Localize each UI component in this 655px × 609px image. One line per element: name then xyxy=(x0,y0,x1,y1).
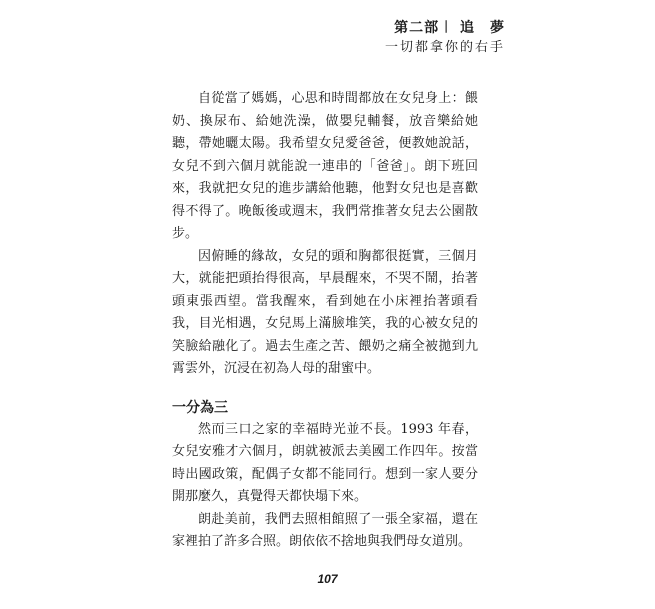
paragraph: 然而三口之家的幸福時光並不長。1993 年春，女兒安雅才六個月，朗就被派去美國工作四年。按當時出國政策，配偶子女都不能同行。想到一家人要分開那麼久，真覺得天都快塌下來。 xyxy=(172,421,478,504)
paragraph: 朗赴美前，我們去照相館照了一張全家福，還在家裡拍了許多合照。朗依依不捨地與我們母女道別。 xyxy=(172,511,478,549)
body-text xyxy=(172,88,478,554)
part-title: 第二部︱ 追 夢 xyxy=(394,20,505,36)
section-heading: 一分為三 xyxy=(172,399,228,416)
running-header xyxy=(385,18,505,58)
page-number: 107 xyxy=(317,572,338,586)
chapter-subtitle: 一切都拿你的右手 xyxy=(384,40,505,55)
paragraph: 因俯睡的緣故，女兒的頭和胸都很挺實，三個月大，就能把頭抬得很高，早晨醒來，不哭不鬧，抬著頭東張西望。當我醒來，看到她在小床裡抬著頭看我，目光相遇，女兒馬上滿臉堆笑，我的心被女兒的笑臉給融化了。過去生產之苦、餵奶之痛全被拋到九霄雲外，沉浸在初為人母的甜蜜中。 xyxy=(172,248,478,376)
paragraph: 自從當了媽媽，心思和時間都放在女兒身上：餵奶、換尿布、給她洗澡，做嬰兒輔餐，放音樂給她聽，帶她曬太陽。我希望女兒愛爸爸，便教她說話，女兒不到六個月就能說一連串的「爸爸」。朗下班回來，我就把女兒的進步講給他聽，他對女兒也是喜歡得不得了。晚飯後或週末，我們常推著女兒去公園散步。 xyxy=(172,91,478,241)
